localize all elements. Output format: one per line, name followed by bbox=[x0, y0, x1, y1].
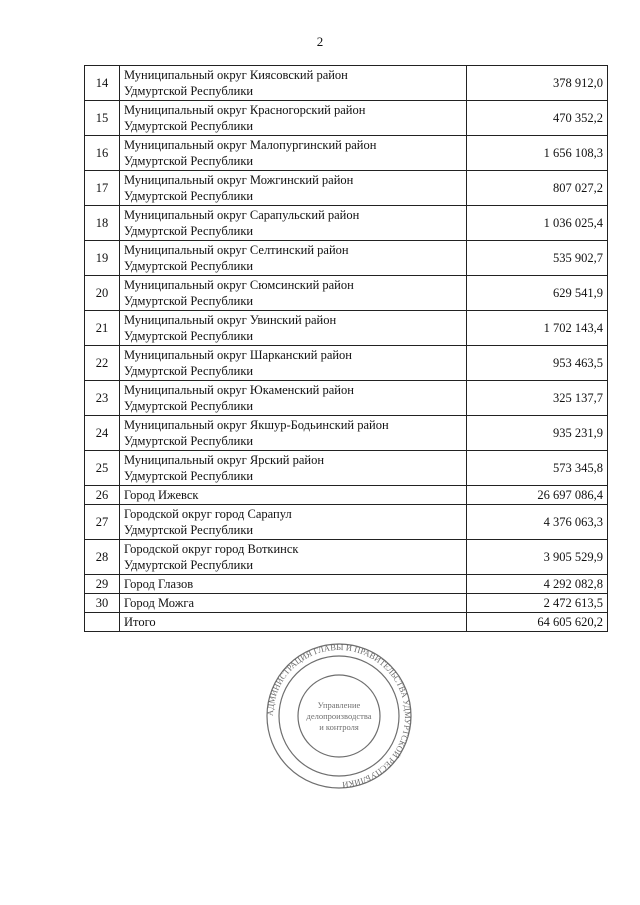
row-number: 21 bbox=[85, 311, 120, 346]
municipality-name-line: Муниципальный округ Малопургинский район bbox=[124, 138, 377, 152]
amount-value: 378 912,0 bbox=[467, 66, 608, 101]
table-row bbox=[85, 136, 608, 171]
row-number: 28 bbox=[85, 540, 120, 575]
table-row bbox=[85, 311, 608, 346]
municipality-name-line: Муниципальный округ Шарканский район bbox=[124, 348, 352, 362]
municipality-name bbox=[120, 594, 467, 613]
municipality-name bbox=[120, 575, 467, 594]
municipality-name-line: Город Глазов bbox=[124, 577, 194, 591]
row-number: 24 bbox=[85, 416, 120, 451]
amount-value: 953 463,5 bbox=[467, 346, 608, 381]
municipality-name-line: Удмуртской Республики bbox=[124, 364, 254, 378]
seal-inner-line: и контроля bbox=[319, 722, 359, 732]
table-row bbox=[85, 101, 608, 136]
municipality-name-line: Муниципальный округ Юкаменский район bbox=[124, 383, 354, 397]
total-row bbox=[85, 613, 608, 632]
municipality-name-line: Муниципальный округ Можгинский район bbox=[124, 173, 354, 187]
municipality-name bbox=[120, 381, 467, 416]
amount-value: 935 231,9 bbox=[467, 416, 608, 451]
municipality-name-line: Городской округ город Воткинск bbox=[124, 542, 299, 556]
municipality-name bbox=[120, 416, 467, 451]
municipality-name-line: Муниципальный округ Увинский район bbox=[124, 313, 337, 327]
row-number: 19 bbox=[85, 241, 120, 276]
table-row bbox=[85, 575, 608, 594]
municipality-name-line: Удмуртской Республики bbox=[124, 119, 254, 133]
municipality-name bbox=[120, 505, 467, 540]
row-number: 15 bbox=[85, 101, 120, 136]
allocation-table bbox=[84, 65, 608, 632]
municipality-name-line: Удмуртской Республики bbox=[124, 224, 254, 238]
municipality-name-line: Город Можга bbox=[124, 596, 195, 610]
table-row bbox=[85, 505, 608, 540]
row-number: 17 bbox=[85, 171, 120, 206]
municipality-name-line: Муниципальный округ Селтинский район bbox=[124, 243, 349, 257]
municipality-name-line: Муниципальный округ Ярский район bbox=[124, 453, 325, 467]
table-row bbox=[85, 486, 608, 505]
table-row bbox=[85, 206, 608, 241]
municipality-name-line: Муниципальный округ Киясовский район bbox=[124, 68, 348, 82]
municipality-name bbox=[120, 66, 467, 101]
municipality-name-line: Муниципальный округ Якшур-Бодьинский район bbox=[124, 418, 389, 432]
amount-value: 325 137,7 bbox=[467, 381, 608, 416]
municipality-name bbox=[120, 486, 467, 505]
table-row bbox=[85, 540, 608, 575]
amount-value: 3 905 529,9 bbox=[467, 540, 608, 575]
municipality-name-line: Удмуртской Республики bbox=[124, 189, 254, 203]
municipality-name-line: Удмуртской Республики bbox=[124, 558, 254, 572]
seal-inner-line: Управление bbox=[317, 700, 361, 710]
official-seal bbox=[263, 640, 415, 792]
seal-outer-text: АДМИНИСТРАЦИЯ ГЛАВЫ И ПРАВИТЕЛЬСТВА УДМУРТСКОЙ РЕСПУБЛИКИ bbox=[264, 641, 414, 790]
page-number: 2 bbox=[316, 34, 324, 49]
seal-inner-line: делопроизводства bbox=[306, 711, 372, 721]
municipality-name-line: Удмуртской Республики bbox=[124, 469, 254, 483]
municipality-name-line: Муниципальный округ Красногорский район bbox=[124, 103, 366, 117]
row-number: 26 bbox=[85, 486, 120, 505]
amount-value: 1 036 025,4 bbox=[467, 206, 608, 241]
amount-value: 535 902,7 bbox=[467, 241, 608, 276]
row-number: 27 bbox=[85, 505, 120, 540]
municipality-name bbox=[120, 171, 467, 206]
municipality-name-line: Городской округ город Сарапул bbox=[124, 507, 292, 521]
amount-value: 26 697 086,4 bbox=[467, 486, 608, 505]
municipality-name bbox=[120, 136, 467, 171]
municipality-name bbox=[120, 346, 467, 381]
table-row bbox=[85, 171, 608, 206]
municipality-name-line: Удмуртской Республики bbox=[124, 294, 254, 308]
municipality-name-line: Муниципальный округ Сарапульский район bbox=[124, 208, 360, 222]
table-row bbox=[85, 241, 608, 276]
amount-value: 4 292 082,8 bbox=[467, 575, 608, 594]
row-number bbox=[85, 613, 120, 632]
table-row bbox=[85, 381, 608, 416]
total-amount: 64 605 620,2 bbox=[467, 613, 608, 632]
table-row bbox=[85, 451, 608, 486]
amount-value: 807 027,2 bbox=[467, 171, 608, 206]
amount-value: 470 352,2 bbox=[467, 101, 608, 136]
municipality-name-line: Удмуртской Республики bbox=[124, 329, 254, 343]
row-number: 20 bbox=[85, 276, 120, 311]
municipality-name bbox=[120, 540, 467, 575]
municipality-name-line: Удмуртской Республики bbox=[124, 434, 254, 448]
municipality-name bbox=[120, 451, 467, 486]
amount-value: 2 472 613,5 bbox=[467, 594, 608, 613]
municipality-name-line: Муниципальный округ Сюмсинский район bbox=[124, 278, 354, 292]
municipality-name bbox=[120, 206, 467, 241]
row-number: 16 bbox=[85, 136, 120, 171]
amount-value: 4 376 063,3 bbox=[467, 505, 608, 540]
municipality-name-line: Удмуртской Республики bbox=[124, 154, 254, 168]
municipality-name bbox=[120, 311, 467, 346]
table-body bbox=[85, 66, 608, 632]
table-row bbox=[85, 276, 608, 311]
amount-value: 629 541,9 bbox=[467, 276, 608, 311]
total-label: Итого bbox=[124, 615, 156, 629]
municipality-name bbox=[120, 241, 467, 276]
municipality-name bbox=[120, 101, 467, 136]
table-row bbox=[85, 66, 608, 101]
amount-value: 573 345,8 bbox=[467, 451, 608, 486]
municipality-name-line: Удмуртской Республики bbox=[124, 259, 254, 273]
table-row bbox=[85, 346, 608, 381]
row-number: 23 bbox=[85, 381, 120, 416]
municipality-name-line: Удмуртской Республики bbox=[124, 523, 254, 537]
row-number: 18 bbox=[85, 206, 120, 241]
amount-value: 1 656 108,3 bbox=[467, 136, 608, 171]
municipality-name-line: Город Ижевск bbox=[124, 488, 199, 502]
table-row bbox=[85, 594, 608, 613]
table-row bbox=[85, 416, 608, 451]
row-number: 29 bbox=[85, 575, 120, 594]
municipality-name bbox=[120, 613, 467, 632]
row-number: 30 bbox=[85, 594, 120, 613]
municipality-name-line: Удмуртской Республики bbox=[124, 84, 254, 98]
amount-value: 1 702 143,4 bbox=[467, 311, 608, 346]
row-number: 14 bbox=[85, 66, 120, 101]
municipality-name bbox=[120, 276, 467, 311]
row-number: 22 bbox=[85, 346, 120, 381]
municipality-name-line: Удмуртской Республики bbox=[124, 399, 254, 413]
row-number: 25 bbox=[85, 451, 120, 486]
